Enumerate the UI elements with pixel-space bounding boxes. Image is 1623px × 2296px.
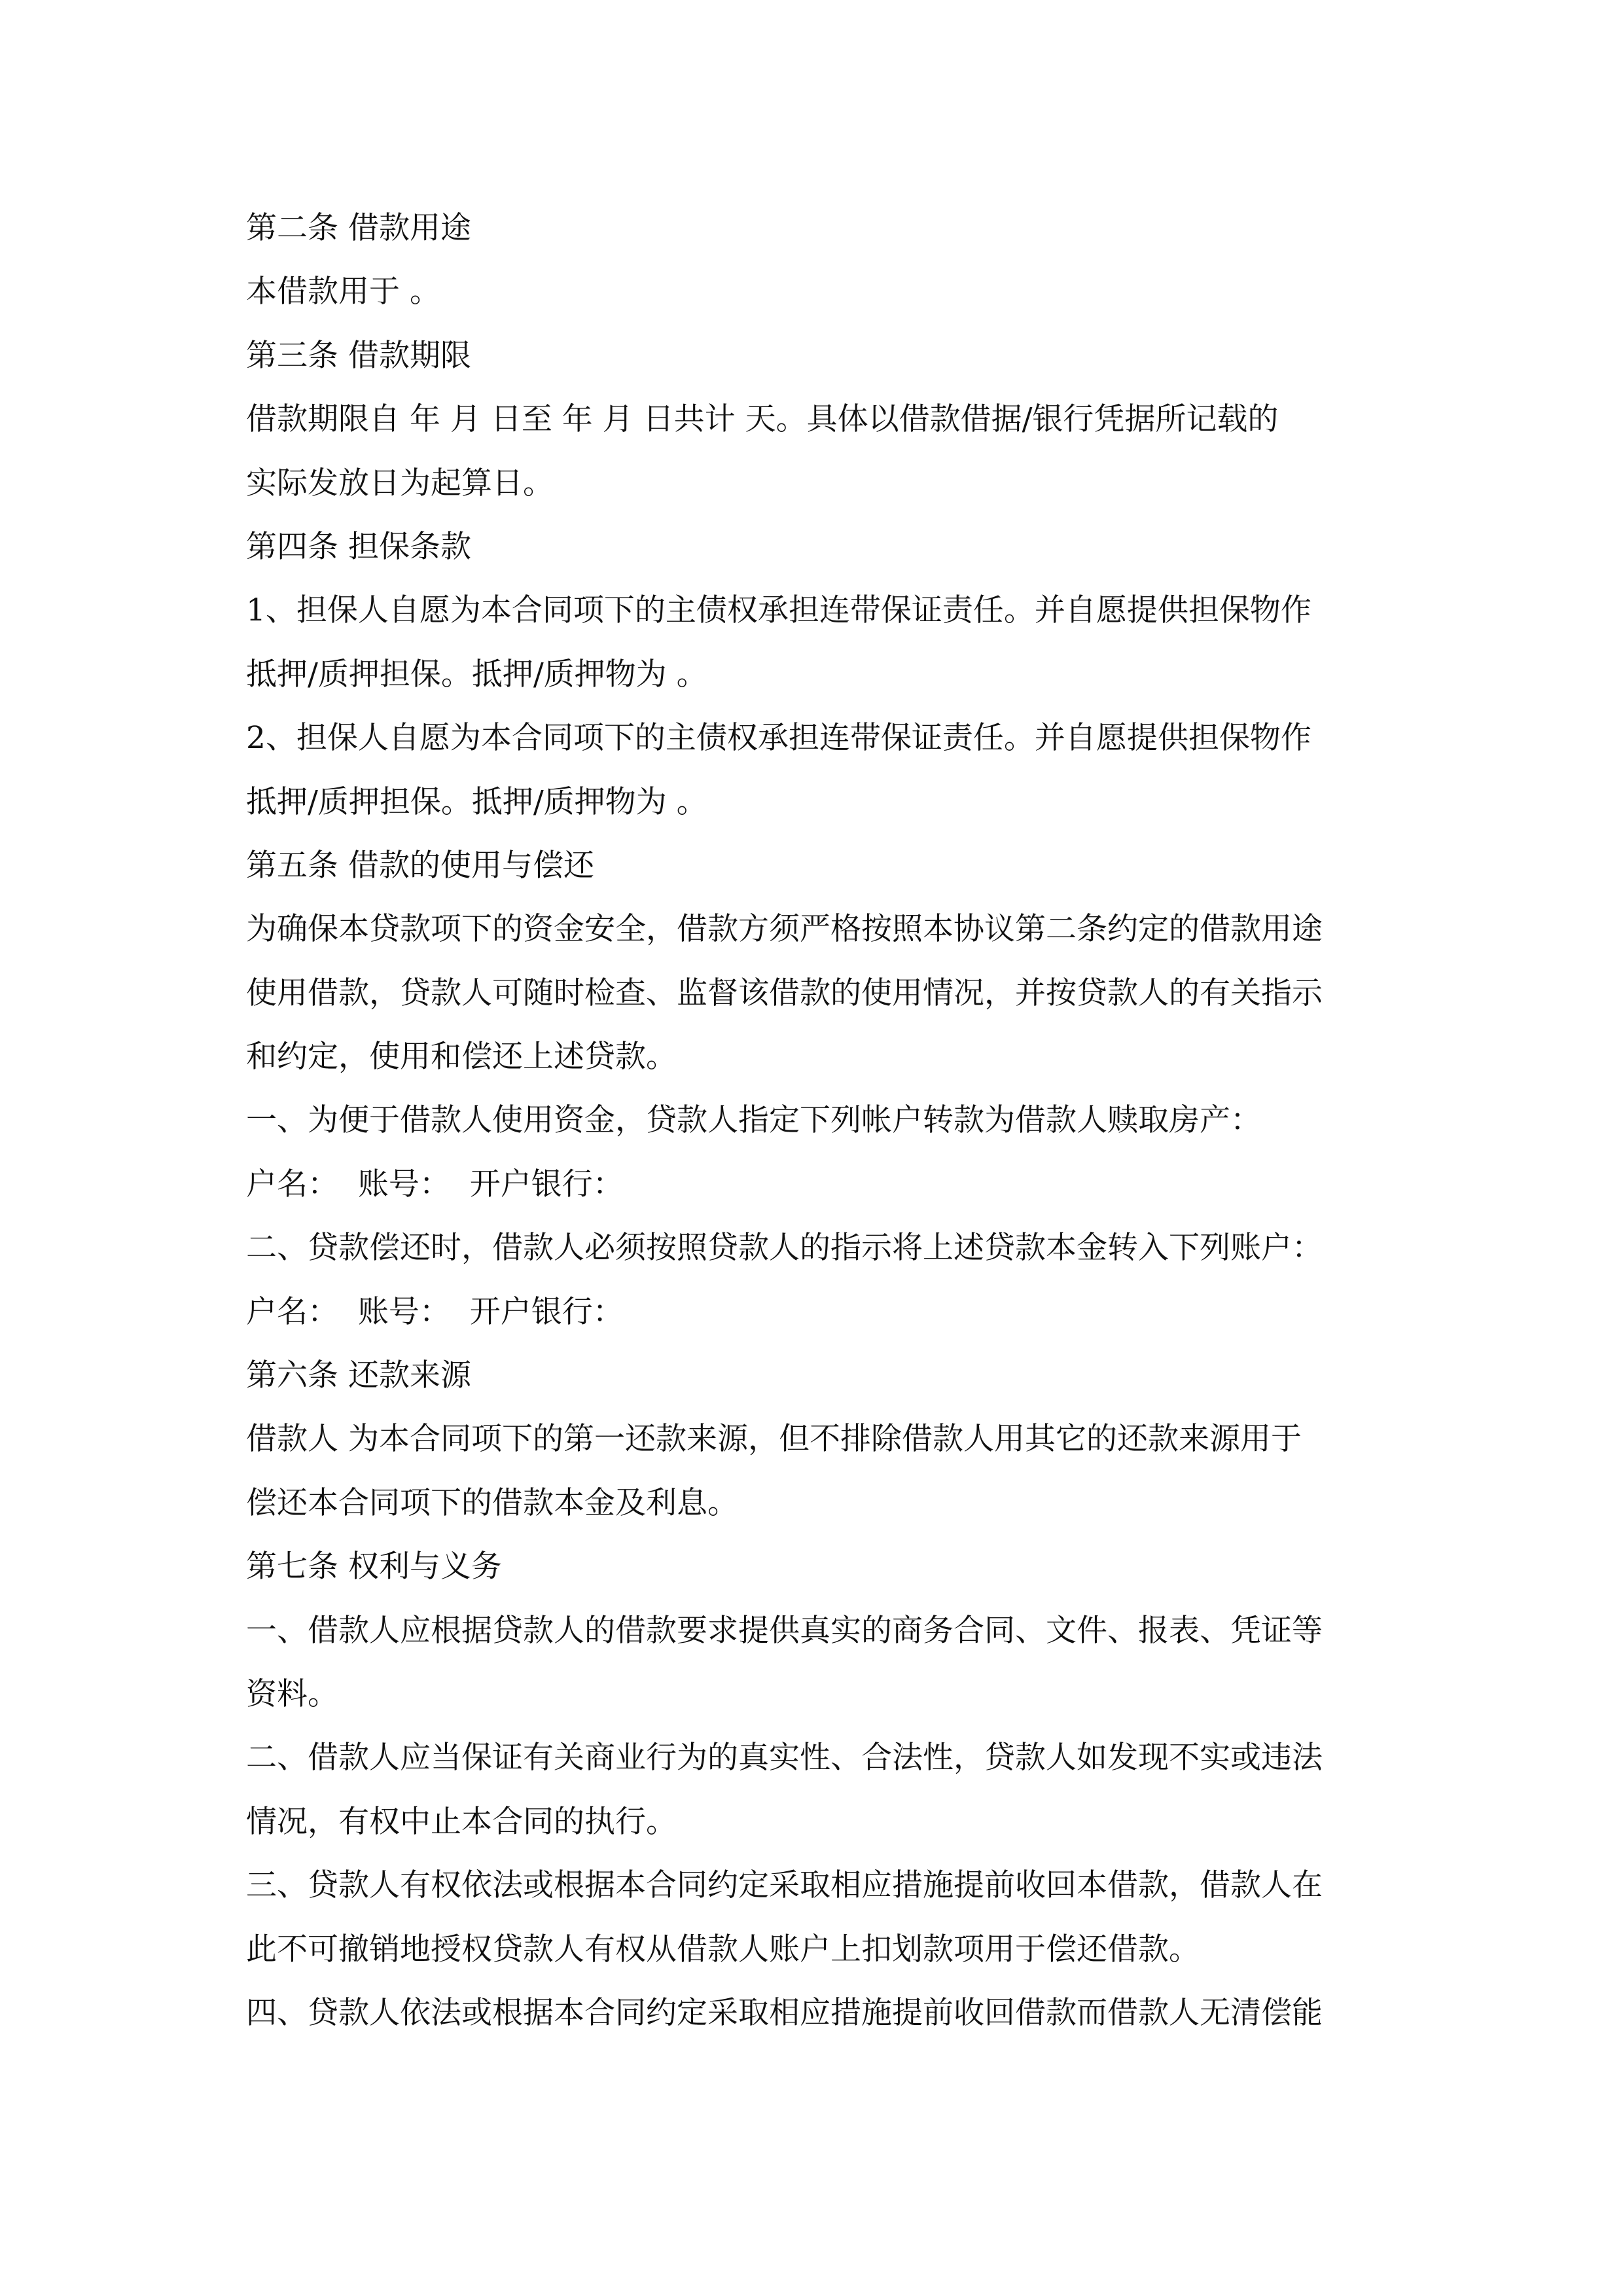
paragraph-line: 和约定，使用和偿还上述贷款。: [246, 1039, 677, 1075]
account-info-line: 户名： 账号： 开户银行：: [246, 1293, 624, 1330]
paragraph-line: 此不可撤销地授权贷款人有权从借款人账户上扣划款项用于偿还借款。: [246, 1931, 1200, 1967]
paragraph-line: 情况，有权中止本合同的执行。: [246, 1803, 677, 1840]
article-4-heading: 第四条 担保条款: [246, 528, 471, 565]
paragraph-line: 一、借款人应根据贷款人的借款要求提供真实的商务合同、文件、报表、凭证等: [246, 1612, 1323, 1649]
paragraph-line: 本借款用于 。: [246, 274, 440, 310]
paragraph-line: 一、为便于借款人使用资金，贷款人指定下列帐户转款为借款人赎取房产：: [246, 1102, 1261, 1139]
paragraph-line: 二、借款人应当保证有关商业行为的真实性、合法性，贷款人如发现不实或违法: [246, 1740, 1323, 1776]
paragraph-line: 为确保本贷款项下的资金安全，借款方须严格按照本协议第二条约定的借款用途: [246, 911, 1323, 948]
paragraph-line: 偿还本合同项下的借款本金及利息。: [246, 1484, 738, 1521]
paragraph-line: 借款人 为本合同项下的第一还款来源，但不排除借款人用其它的还款来源用于: [246, 1421, 1302, 1458]
paragraph-line: 使用借款，贷款人可随时检查、监督该借款的使用情况，并按贷款人的有关指示: [246, 975, 1323, 1011]
document-body: [246, 196, 1385, 2045]
paragraph-line: 2、担保人自愿为本合同项下的主债权承担连带保证责任。并自愿提供担保物作: [246, 720, 1311, 757]
article-2-heading: 第二条 借款用途: [246, 210, 471, 246]
article-6-heading: 第六条 还款来源: [246, 1357, 471, 1394]
account-info-line: 户名： 账号： 开户银行：: [246, 1166, 624, 1202]
paragraph-line: 抵押/质押担保。抵押/质押物为 。: [246, 656, 707, 692]
article-7-heading: 第七条 权利与义务: [246, 1549, 502, 1585]
paragraph-line: 抵押/质押担保。抵押/质押物为 。: [246, 783, 707, 820]
article-5-heading: 第五条 借款的使用与偿还: [246, 847, 594, 884]
paragraph-line: 二、贷款偿还时，借款人必须按照贷款人的指示将上述贷款本金转入下列账户：: [246, 1230, 1323, 1266]
paragraph-line: 实际发放日为起算日。: [246, 465, 554, 501]
paragraph-line: 三、贷款人有权依法或根据本合同约定采取相应措施提前收回本借款，借款人在: [246, 1867, 1323, 1904]
paragraph-line: 借款期限自 年 月 日至 年 月 日共计 天。具体以借款借据/银行凭据所记载的: [246, 401, 1279, 438]
paragraph-line: 1、担保人自愿为本合同项下的主债权承担连带保证责任。并自愿提供担保物作: [246, 592, 1311, 629]
article-3-heading: 第三条 借款期限: [246, 337, 471, 374]
paragraph-line: 四、贷款人依法或根据本合同约定采取相应措施提前收回借款而借款人无清偿能: [246, 1994, 1323, 2031]
paragraph-line: 资料。: [246, 1676, 338, 1712]
